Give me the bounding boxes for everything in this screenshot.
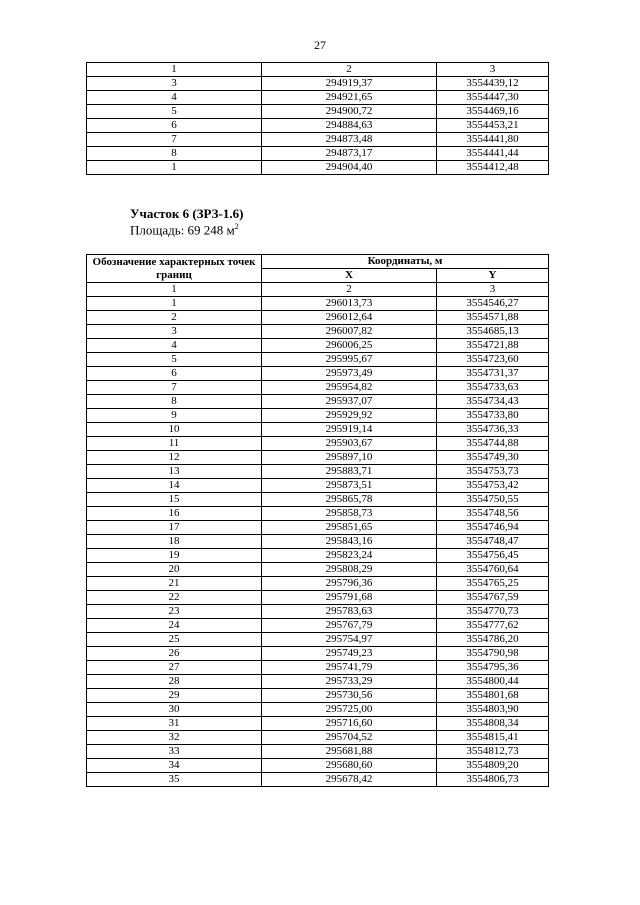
y-cell: 3554441,80 (437, 133, 549, 147)
point-cell: 1 (87, 297, 262, 311)
x-cell: 295808,29 (262, 563, 437, 577)
x-cell: 296007,82 (262, 325, 437, 339)
point-cell: 6 (87, 119, 262, 133)
x-cell: 294884,63 (262, 119, 437, 133)
x-cell: 295725,00 (262, 703, 437, 717)
y-cell: 3554723,60 (437, 353, 549, 367)
table-row (87, 423, 549, 437)
y-cell: 3554760,64 (437, 563, 549, 577)
table-number-row (87, 283, 549, 297)
y-cell: 3554753,73 (437, 465, 549, 479)
point-cell: 32 (87, 731, 262, 745)
table-row (87, 479, 549, 493)
point-cell: 29 (87, 689, 262, 703)
table-row (87, 133, 549, 147)
y-cell: 3554546,27 (437, 297, 549, 311)
table-row (87, 381, 549, 395)
y-cell: 3554734,43 (437, 395, 549, 409)
y-cell: 3554469,16 (437, 105, 549, 119)
x-cell: 295733,29 (262, 675, 437, 689)
point-cell: 7 (87, 133, 262, 147)
y-cell: 3554736,33 (437, 423, 549, 437)
point-cell: 7 (87, 381, 262, 395)
x-cell: 295954,82 (262, 381, 437, 395)
y-cell: 3554765,25 (437, 577, 549, 591)
point-cell: 26 (87, 647, 262, 661)
y-cell: 3554767,59 (437, 591, 549, 605)
point-cell: 9 (87, 409, 262, 423)
y-cell: 3554803,90 (437, 703, 549, 717)
y-cell: 3554808,34 (437, 717, 549, 731)
point-cell: 4 (87, 339, 262, 353)
table-row (87, 521, 549, 535)
header-y: Y (437, 269, 549, 283)
point-cell: 4 (87, 91, 262, 105)
table-body (87, 77, 549, 175)
table-row (87, 297, 549, 311)
point-cell: 21 (87, 577, 262, 591)
y-cell: 3554571,88 (437, 311, 549, 325)
x-cell: 295783,63 (262, 605, 437, 619)
table-row (87, 493, 549, 507)
point-cell: 19 (87, 549, 262, 563)
x-cell: 295730,56 (262, 689, 437, 703)
table-row (87, 703, 549, 717)
table-row (87, 119, 549, 133)
point-cell: 33 (87, 745, 262, 759)
x-cell: 295973,49 (262, 367, 437, 381)
table-row (87, 465, 549, 479)
table-row (87, 161, 549, 175)
x-cell: 295903,67 (262, 437, 437, 451)
header-cell: 3 (437, 63, 549, 77)
x-cell: 294900,72 (262, 105, 437, 119)
y-cell: 3554815,41 (437, 731, 549, 745)
y-cell: 3554441,44 (437, 147, 549, 161)
point-cell: 20 (87, 563, 262, 577)
x-cell: 295843,16 (262, 535, 437, 549)
table-row (87, 773, 549, 787)
y-cell: 3554800,44 (437, 675, 549, 689)
table-row (87, 759, 549, 773)
coordinates-table (86, 254, 549, 787)
number-cell: 2 (262, 283, 437, 297)
y-cell: 3554750,55 (437, 493, 549, 507)
table-row (87, 675, 549, 689)
table-row (87, 105, 549, 119)
area-label: Площадь: 69 248 м (130, 222, 235, 238)
y-cell: 3554748,47 (437, 535, 549, 549)
y-cell: 3554439,12 (437, 77, 549, 91)
y-cell: 3554753,42 (437, 479, 549, 493)
y-cell: 3554812,73 (437, 745, 549, 759)
table-row (87, 591, 549, 605)
point-cell: 17 (87, 521, 262, 535)
point-cell: 3 (87, 77, 262, 91)
table-row (87, 395, 549, 409)
y-cell: 3554733,63 (437, 381, 549, 395)
point-cell: 28 (87, 675, 262, 689)
y-cell: 3554731,37 (437, 367, 549, 381)
y-cell: 3554801,68 (437, 689, 549, 703)
table-row (87, 577, 549, 591)
y-cell: 3554733,80 (437, 409, 549, 423)
y-cell: 3554748,56 (437, 507, 549, 521)
y-cell: 3554795,36 (437, 661, 549, 675)
x-cell: 295754,97 (262, 633, 437, 647)
point-cell: 24 (87, 619, 262, 633)
x-cell: 296012,64 (262, 311, 437, 325)
header-x: X (262, 269, 437, 283)
y-cell: 3554786,20 (437, 633, 549, 647)
table-row (87, 339, 549, 353)
table-row (87, 689, 549, 703)
table-row (87, 507, 549, 521)
point-cell: 12 (87, 451, 262, 465)
number-cell: 3 (437, 283, 549, 297)
point-cell: 5 (87, 105, 262, 119)
point-cell: 2 (87, 311, 262, 325)
table-row (87, 619, 549, 633)
page-number: 27 (314, 38, 326, 52)
section-title: Участок 6 (ЗРЗ-1.6) (130, 206, 244, 221)
x-cell: 295791,68 (262, 591, 437, 605)
table-row (87, 353, 549, 367)
y-cell: 3554447,30 (437, 91, 549, 105)
x-cell: 295937,07 (262, 395, 437, 409)
point-cell: 18 (87, 535, 262, 549)
y-cell: 3554790,98 (437, 647, 549, 661)
point-cell: 3 (87, 325, 262, 339)
point-cell: 35 (87, 773, 262, 787)
table-row (87, 77, 549, 91)
header-cell: 1 (87, 63, 262, 77)
y-cell: 3554721,88 (437, 339, 549, 353)
x-cell: 295873,51 (262, 479, 437, 493)
coordinates-table-continued (86, 62, 549, 175)
point-cell: 16 (87, 507, 262, 521)
table-row (87, 633, 549, 647)
point-cell: 15 (87, 493, 262, 507)
header-coordinates: Координаты, м (262, 255, 549, 269)
y-cell: 3554770,73 (437, 605, 549, 619)
y-cell: 3554809,20 (437, 759, 549, 773)
table-row (87, 745, 549, 759)
x-cell: 295919,14 (262, 423, 437, 437)
x-cell: 295678,42 (262, 773, 437, 787)
y-cell: 3554806,73 (437, 773, 549, 787)
point-cell: 13 (87, 465, 262, 479)
table-header-row (87, 255, 549, 269)
point-cell: 11 (87, 437, 262, 451)
x-cell: 295767,79 (262, 619, 437, 633)
point-cell: 30 (87, 703, 262, 717)
y-cell: 3554746,94 (437, 521, 549, 535)
x-cell: 295796,36 (262, 577, 437, 591)
y-cell: 3554412,48 (437, 161, 549, 175)
y-cell: 3554756,45 (437, 549, 549, 563)
point-cell: 8 (87, 147, 262, 161)
table-row (87, 147, 549, 161)
x-cell: 295680,60 (262, 759, 437, 773)
x-cell: 295716,60 (262, 717, 437, 731)
point-cell: 10 (87, 423, 262, 437)
x-cell: 295823,24 (262, 549, 437, 563)
point-cell: 14 (87, 479, 262, 493)
table-row (87, 409, 549, 423)
table-row (87, 605, 549, 619)
point-cell: 23 (87, 605, 262, 619)
table-row (87, 535, 549, 549)
x-cell: 295995,67 (262, 353, 437, 367)
point-cell: 31 (87, 717, 262, 731)
y-cell: 3554777,62 (437, 619, 549, 633)
table-row (87, 549, 549, 563)
table-row (87, 311, 549, 325)
x-cell: 295897,10 (262, 451, 437, 465)
table-row (87, 451, 549, 465)
header-point-designation: Обозначение характерных точек границ (87, 255, 262, 283)
y-cell: 3554453,21 (437, 119, 549, 133)
x-cell: 295865,78 (262, 493, 437, 507)
x-cell: 294873,17 (262, 147, 437, 161)
table-row (87, 563, 549, 577)
table-row (87, 647, 549, 661)
x-cell: 295883,71 (262, 465, 437, 479)
number-cell: 1 (87, 283, 262, 297)
x-cell: 295851,65 (262, 521, 437, 535)
x-cell: 295704,52 (262, 731, 437, 745)
y-cell: 3554749,30 (437, 451, 549, 465)
point-cell: 27 (87, 661, 262, 675)
x-cell: 294921,65 (262, 91, 437, 105)
x-cell: 296013,73 (262, 297, 437, 311)
x-cell: 296006,25 (262, 339, 437, 353)
x-cell: 294873,48 (262, 133, 437, 147)
table-row (87, 661, 549, 675)
table-row (87, 367, 549, 381)
x-cell: 295929,92 (262, 409, 437, 423)
point-cell: 25 (87, 633, 262, 647)
point-cell: 22 (87, 591, 262, 605)
x-cell: 294919,37 (262, 77, 437, 91)
y-cell: 3554744,88 (437, 437, 549, 451)
table-row (87, 437, 549, 451)
point-cell: 5 (87, 353, 262, 367)
section-area (130, 222, 239, 238)
point-cell: 34 (87, 759, 262, 773)
point-cell: 1 (87, 161, 262, 175)
point-cell: 8 (87, 395, 262, 409)
x-cell: 295858,73 (262, 507, 437, 521)
table-row (87, 325, 549, 339)
x-cell: 295749,23 (262, 647, 437, 661)
x-cell: 294904,40 (262, 161, 437, 175)
x-cell: 295681,88 (262, 745, 437, 759)
table-row (87, 731, 549, 745)
x-cell: 295741,79 (262, 661, 437, 675)
table-header-row (87, 63, 549, 77)
table-body (87, 297, 549, 787)
header-cell: 2 (262, 63, 437, 77)
table-row (87, 717, 549, 731)
y-cell: 3554685,13 (437, 325, 549, 339)
point-cell: 6 (87, 367, 262, 381)
area-superscript: 2 (234, 222, 239, 231)
table-row (87, 91, 549, 105)
